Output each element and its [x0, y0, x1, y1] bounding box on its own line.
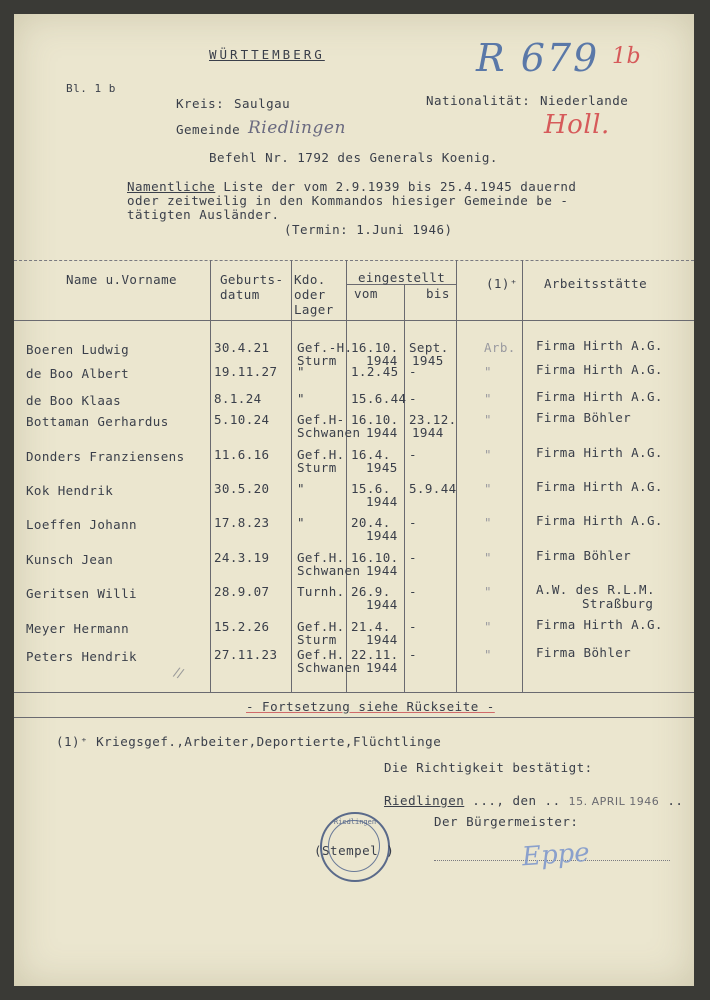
- cell-from: 26.9.: [351, 584, 391, 599]
- cell-workplace: A.W. des R.L.M.: [536, 582, 655, 597]
- cell-to: -: [409, 515, 417, 530]
- cell-to: 5.9.44: [409, 481, 457, 496]
- col-header-name: Name u.Vorname: [66, 272, 177, 287]
- cell-kdo-line2: Schwanen: [297, 425, 361, 440]
- gemeinde-value: Riedlingen: [248, 118, 346, 138]
- col-divider-6: [522, 260, 523, 692]
- kreis-label: Kreis:: [176, 96, 225, 111]
- cell-name: Kok Hendrik: [26, 483, 114, 498]
- cell-kdo: ": [297, 515, 305, 530]
- cell-category: ": [484, 364, 492, 379]
- cell-workplace: Firma Böhler: [536, 410, 632, 425]
- cell-category: ": [484, 391, 492, 406]
- cell-to: -: [409, 447, 417, 462]
- cell-name: Meyer Hermann: [26, 621, 130, 636]
- cell-category: ": [484, 412, 492, 427]
- seal-text: Riedlingen: [333, 818, 377, 826]
- cell-workplace: Firma Böhler: [536, 645, 632, 660]
- cell-name: Donders Franziensens: [26, 449, 185, 464]
- cell-workplace: Firma Böhler: [536, 548, 632, 563]
- cell-kdo-line2: Sturm: [297, 460, 337, 475]
- cell-workplace: Firma Hirth A.G.: [536, 445, 663, 460]
- table-bottom-rule: [14, 692, 694, 693]
- cell-workplace: Firma Hirth A.G.: [536, 479, 663, 494]
- order-line: Befehl Nr. 1792 des Generals Koenig.: [209, 150, 498, 165]
- col-header-kdo-3: Lager: [294, 302, 334, 317]
- cell-to: -: [409, 584, 417, 599]
- cell-birth: 15.2.26: [214, 619, 270, 634]
- cell-kdo-line2: Sturm: [297, 353, 337, 368]
- cell-name: Peters Hendrik: [26, 649, 137, 664]
- cell-category: ": [484, 584, 492, 599]
- intro-line-2: [127, 179, 576, 194]
- date-stamp: 15. APRIL 1946: [568, 795, 660, 808]
- cell-kdo: Gef.-H.: [297, 340, 353, 355]
- col-divider-4: [404, 284, 405, 692]
- cell-to: -: [409, 550, 417, 565]
- col-header-birth-2: datum: [220, 287, 260, 302]
- cell-to: 23.12.: [409, 412, 457, 427]
- cell-kdo: Gef.H-: [297, 412, 345, 427]
- mayor-signature: Eppe: [521, 837, 591, 873]
- cell-category: ": [484, 481, 492, 496]
- cell-to: -: [409, 391, 417, 406]
- cell-from-line2: 1944: [366, 660, 398, 675]
- col-divider-3: [346, 260, 347, 692]
- cell-to-line2: 1944: [412, 425, 444, 440]
- cell-birth: 8.1.24: [214, 391, 262, 406]
- pencil-mark: //: [171, 664, 186, 683]
- cell-category: ": [484, 550, 492, 565]
- cell-category: ": [484, 619, 492, 634]
- cell-from-line2: 1944: [366, 494, 398, 509]
- cell-from: 15.6.: [351, 481, 391, 496]
- cell-kdo: ": [297, 481, 305, 496]
- gemeinde-label: Gemeinde: [176, 122, 241, 137]
- confirm-text: Die Richtigkeit bestätigt:: [384, 760, 593, 775]
- continuation-text: - Fortsetzung siehe Rückseite -: [246, 699, 495, 714]
- cell-from: 22.11.: [351, 647, 399, 662]
- stamp-label: (Stempel ): [314, 843, 395, 858]
- cell-kdo: Gef.H.: [297, 447, 345, 462]
- cell-kdo: Gef.H.: [297, 550, 345, 565]
- cell-category: ": [484, 647, 492, 662]
- archive-reference-suffix: 1b: [612, 44, 642, 69]
- col-header-kdo-2: oder: [294, 287, 326, 302]
- place-dots: ...,: [472, 793, 505, 808]
- intro-line-2-rest: Liste der vom 2.9.1939 bis 25.4.1945 dauernd: [215, 179, 577, 194]
- cell-kdo: Turnh.: [297, 584, 345, 599]
- cell-workplace: Firma Hirth A.G.: [536, 362, 663, 377]
- cell-kdo: ": [297, 391, 305, 406]
- archive-reference: R 679: [476, 36, 600, 80]
- cell-name: Geritsen Willi: [26, 586, 137, 601]
- cell-category: Arb.: [484, 340, 516, 355]
- cell-kdo: Gef.H.: [297, 619, 345, 634]
- cell-from: 16.10.: [351, 412, 399, 427]
- cell-from-line2: 1944: [366, 353, 398, 368]
- continuation-note: [246, 699, 495, 714]
- document-page: [14, 14, 694, 986]
- state-title: WÜRTTEMBERG: [209, 47, 325, 62]
- nationality-value: Niederlande: [540, 93, 629, 108]
- cell-kdo-line2: Schwanen: [297, 660, 361, 675]
- nationality-label: Nationalität:: [426, 93, 531, 108]
- cell-category: ": [484, 447, 492, 462]
- col-divider-5: [456, 260, 457, 692]
- date-dots: ..: [667, 793, 684, 808]
- cell-from-line2: 1944: [366, 425, 398, 440]
- cell-name: Kunsch Jean: [26, 552, 114, 567]
- cell-kdo-line2: Schwanen: [297, 563, 361, 578]
- cell-from: 16.10.: [351, 340, 399, 355]
- col-header-kdo-1: Kdo.: [294, 272, 326, 287]
- cell-to: -: [409, 364, 417, 379]
- col-divider-2: [291, 260, 292, 692]
- cell-to: -: [409, 619, 417, 634]
- cell-from: 1.2.45: [351, 364, 399, 379]
- cell-birth: 19.11.27: [214, 364, 278, 379]
- continuation-rule: [14, 717, 694, 718]
- cell-birth: 30.4.21: [214, 340, 270, 355]
- nationality-note: Holl.: [544, 110, 610, 140]
- cell-from: 21.4.: [351, 619, 391, 634]
- col-header-birth-1: Geburts-: [220, 272, 284, 287]
- den-label: den ..: [512, 793, 561, 808]
- col-header-birth: [220, 272, 283, 302]
- cell-name: Bottaman Gerhardus: [26, 414, 169, 429]
- kreis-value: Saulgau: [234, 96, 291, 111]
- cell-birth: 30.5.20: [214, 481, 270, 496]
- cell-from-line2: 1944: [366, 563, 398, 578]
- col-header-from: vom: [354, 286, 378, 301]
- cell-from: 15.6.44: [351, 391, 407, 406]
- intro-line-3: oder zeitweilig in den Kommandos hiesiger Gemeinde be -: [127, 193, 569, 208]
- cell-category: ": [484, 515, 492, 530]
- cell-birth: 24.3.19: [214, 550, 270, 565]
- cell-birth: 5.10.24: [214, 412, 270, 427]
- cell-to: Sept.: [409, 340, 449, 355]
- cell-birth: 11.6.16: [214, 447, 270, 462]
- cell-birth: 27.11.23: [214, 647, 278, 662]
- cell-workplace: Firma Hirth A.G.: [536, 338, 663, 353]
- intro-line-4: tätigten Ausländer.: [127, 207, 280, 222]
- cell-workplace: Firma Hirth A.G.: [536, 513, 663, 528]
- cell-birth: 17.8.23: [214, 515, 270, 530]
- cell-workplace: Firma Hirth A.G.: [536, 617, 663, 632]
- table-header-rule: [14, 320, 694, 321]
- footnote: (1)⁺ Kriegsgef.,Arbeiter,Deportierte,Flüchtlinge: [56, 734, 442, 749]
- col-header-to: bis: [426, 286, 450, 301]
- col-header-workplace: Arbeitsstätte: [544, 276, 648, 291]
- col-header-employed: eingestellt: [358, 270, 446, 285]
- termin: (Termin: 1.Juni 1946): [284, 222, 453, 237]
- cell-from-line2: 1944: [366, 597, 398, 612]
- col-divider-1: [210, 260, 211, 692]
- cell-name: de Boo Albert: [26, 366, 130, 381]
- place-date-line: [384, 793, 683, 808]
- cell-from-line2: 1944: [366, 632, 398, 647]
- cell-from: 20.4.: [351, 515, 391, 530]
- cell-name: de Boo Klaas: [26, 393, 122, 408]
- sheet-number: Bl. 1 b: [66, 82, 116, 95]
- mayor-label: Der Bürgermeister:: [434, 814, 579, 829]
- cell-to-line2: 1945: [412, 353, 444, 368]
- cell-to: -: [409, 647, 417, 662]
- cell-from-line2: 1944: [366, 528, 398, 543]
- cell-kdo-line2: Sturm: [297, 632, 337, 647]
- cell-workplace-line2: Straßburg: [582, 596, 654, 611]
- cell-from: 16.4.: [351, 447, 391, 462]
- col-header-category: (1)⁺: [486, 276, 518, 291]
- cell-from-line2: 1945: [366, 460, 398, 475]
- cell-from: 16.10.: [351, 550, 399, 565]
- intro-namentliche: Namentliche: [127, 179, 216, 194]
- cell-name: Boeren Ludwig: [26, 342, 130, 357]
- cell-workplace: Firma Hirth A.G.: [536, 389, 663, 404]
- table-top-rule: [14, 260, 694, 261]
- cell-name: Loeffen Johann: [26, 517, 137, 532]
- cell-birth: 28.9.07: [214, 584, 270, 599]
- cell-kdo: ": [297, 364, 305, 379]
- place: Riedlingen: [384, 793, 465, 808]
- col-header-kdo: [294, 272, 334, 317]
- cell-kdo: Gef.H.: [297, 647, 345, 662]
